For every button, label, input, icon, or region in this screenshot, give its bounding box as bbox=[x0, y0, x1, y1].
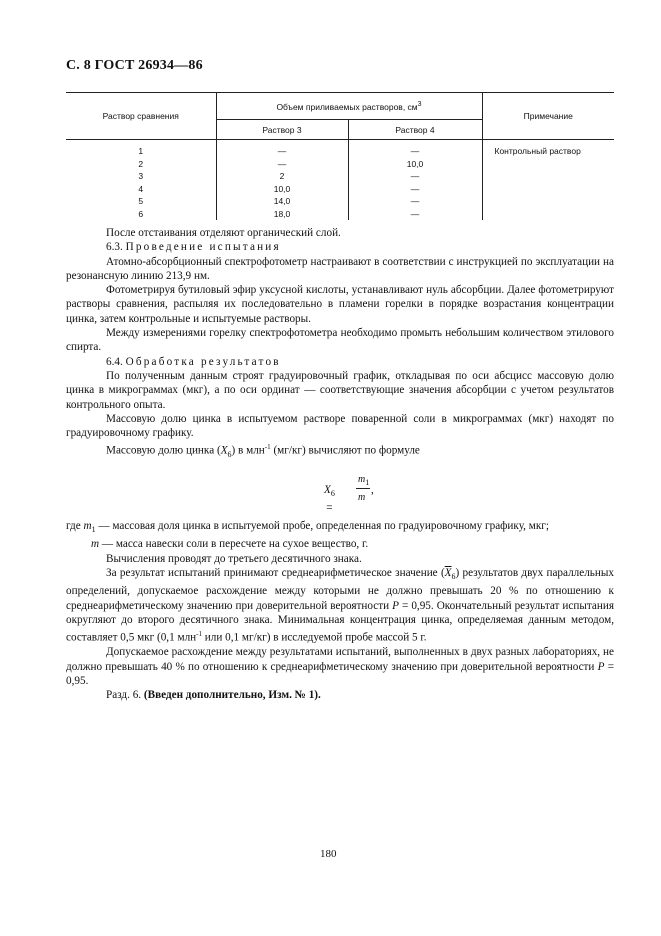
page-number: 180 bbox=[320, 848, 337, 860]
paragraph: Массовую долю цинка $(X_6)$ в млн$^{-1}$ (мг/кг) вычисляют по формуле bbox=[106, 443, 420, 460]
paragraph: За результат испытаний принимают среднеарифметическое значение $(\overline{X}_6)$ результатов двух параллельных определений, допускаемое расхождение между которыми не должно превышать 20 % по отношению к среднеарифметическому значению при доверительной вероятности P = 0,95. Окончательный результат испытания округляют до второго десятичного знака. Минимальная концентрация цинка, определяемая данным методом, составляет 0,5 мкг (0,1 млн$^{-1}$ или 0,1 мг/кг) в исследуемой пробе массой 5 г. bbox=[66, 566, 614, 644]
paragraph: По полученным данным строят градуировочный график, откладывая по оси абсцисс массовую долю цинка в микрограммах (мкг), а по оси ординат — соответствующие значения абсорбции с учетом результатов контрольного опыта. bbox=[66, 369, 614, 411]
col-header-sol3: Раствор 3 bbox=[216, 120, 348, 140]
col-header-volume: Объем приливаемых растворов, $см^3$ bbox=[216, 93, 482, 120]
table-row: 1 — — Контрольный раствор bbox=[66, 140, 614, 158]
paragraph: Атомно-абсорбционный спектрофотометр настраивают в соответствии с инструкцией по эксплуатации на резонансную линию 213,9 нм. bbox=[66, 255, 614, 282]
table-row: 4 10,0 — bbox=[66, 183, 614, 196]
body-text bbox=[66, 226, 615, 702]
section-heading-6-4: 6.4. Обработка результатов bbox=[106, 355, 281, 368]
paragraph: Массовую долю цинка в испытуемом растворе поваренной соли в микрограммах (мкг) находят по градуировочному графику. bbox=[66, 412, 614, 440]
page-header: С. 8 ГОСТ 26934—86 bbox=[66, 58, 203, 73]
paragraph: Вычисления проводят до третьего десятичного знака. bbox=[106, 552, 362, 565]
paragraph: Между измерениями горелку спектрофотометра необходимо промыть небольшим количеством этилового спирта. bbox=[66, 327, 614, 354]
formula: $X_6$ = $m_1$ m , bbox=[324, 473, 374, 515]
paragraph: После отстаивания отделяют органический слой. bbox=[106, 227, 341, 239]
table-row: 2 — 10,0 bbox=[66, 158, 614, 171]
table-row: 5 14,0 — bbox=[66, 195, 614, 208]
col-header-note: Примечание bbox=[482, 93, 614, 140]
formula-legend: m — масса навески соли в пересчете на сухое вещество, г. bbox=[91, 538, 369, 551]
reference-solutions-table bbox=[66, 92, 614, 220]
paragraph: Допускаемое расхождение между результатами испытаний, выполненных в двух разных лабораториях, не должно превышать 40 % по отношению к среднеарифметическому значению при доверительной вероятности P = 0,95. bbox=[66, 646, 615, 687]
col-header-solution: Раствор сравнения bbox=[66, 93, 216, 140]
col-header-sol4: Раствор 4 bbox=[348, 120, 482, 140]
formula-legend: где $m_1$ — массовая доля цинка в испытуемой пробе, определенная по градуировочному графику, мкг; bbox=[66, 519, 549, 534]
note-cell: Контрольный раствор bbox=[482, 140, 614, 158]
amendment-note: Разд. 6. (Введен дополнительно, Изм. № 1). bbox=[106, 689, 321, 702]
table-row: 6 18,0 — bbox=[66, 208, 614, 221]
section-heading-6-3: 6.3. Проведение испытания bbox=[106, 241, 281, 254]
table-row: 3 2 — bbox=[66, 170, 614, 183]
paragraph: Фотометрируя бутиловый эфир уксусной кислоты, устанавливают нуль абсорбции. Далее фотометрируют растворы сравнения, распыляя их последовательно в пламени горелки в порядке возрастания концентрации цинка, затем контрольные и испытуемые растворы. bbox=[66, 284, 614, 325]
